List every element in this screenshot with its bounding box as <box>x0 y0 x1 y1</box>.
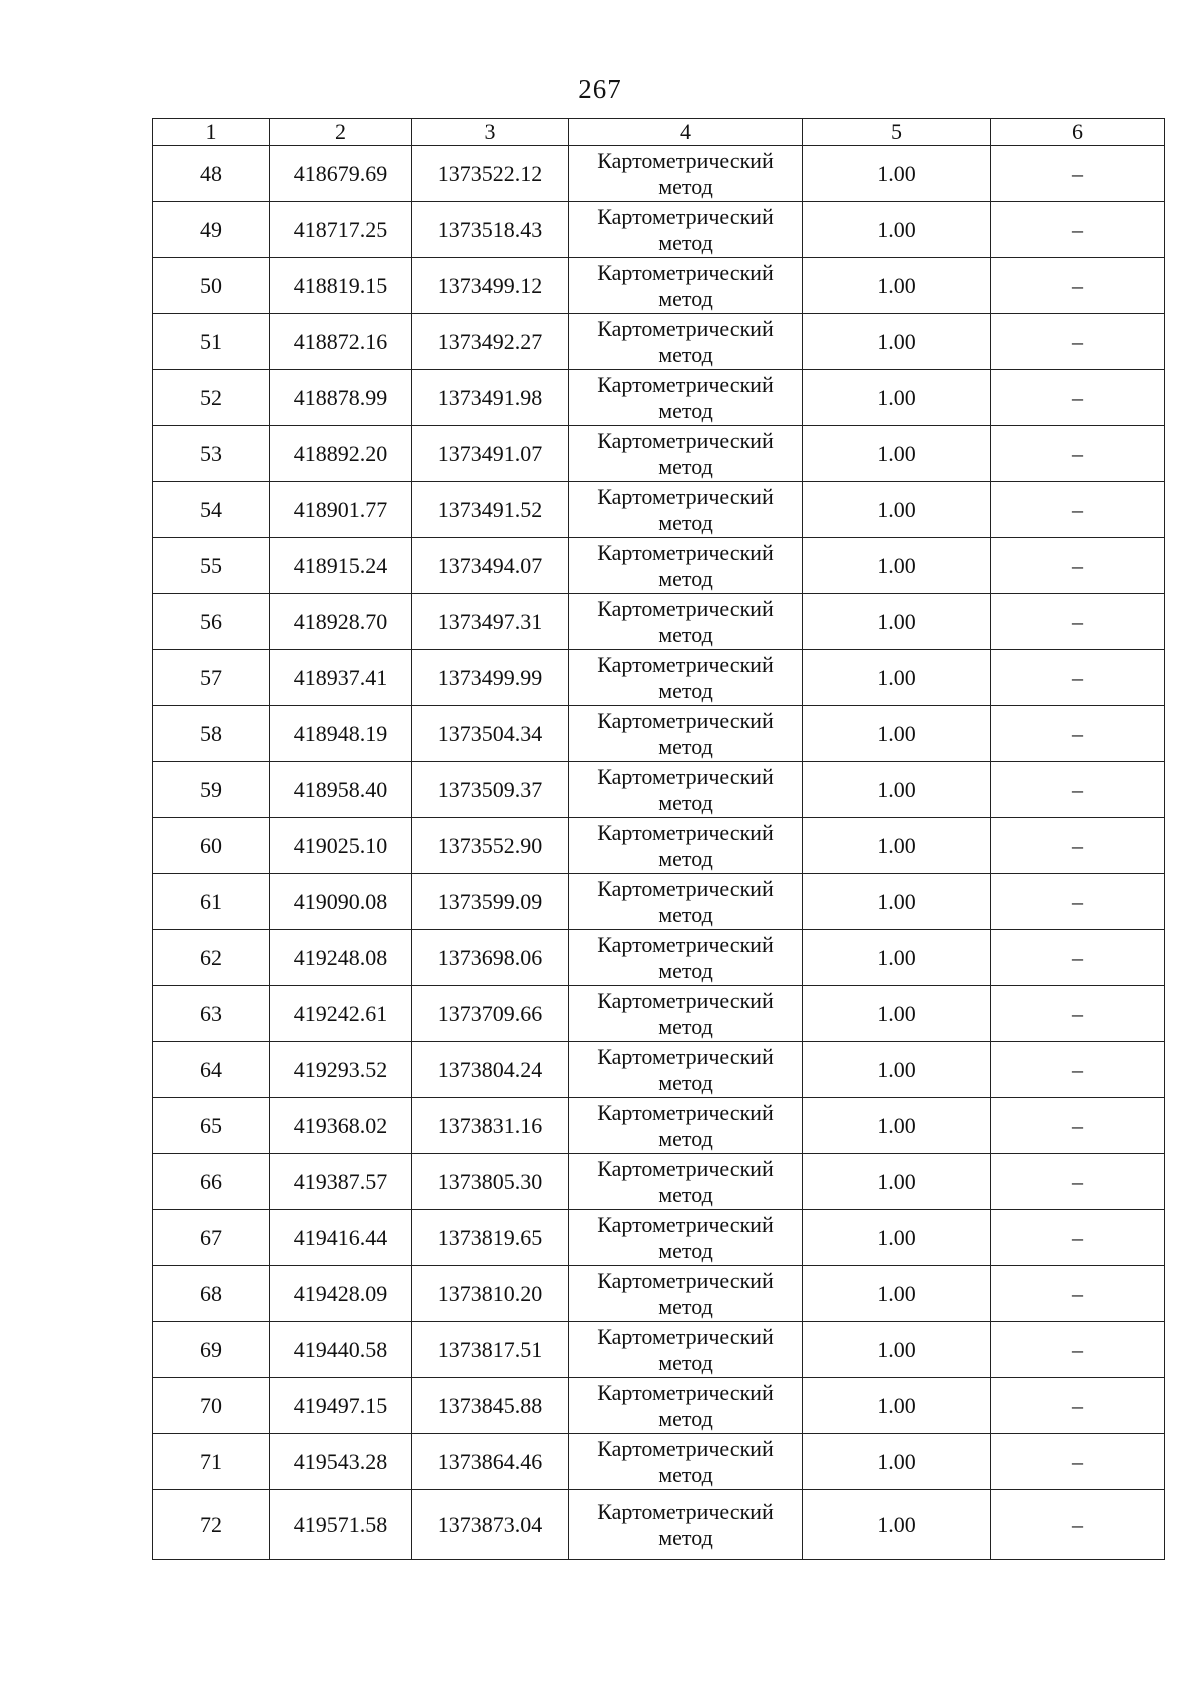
method-text: Картометрический метод <box>597 651 774 703</box>
accuracy-cell: 1.00 <box>803 538 991 594</box>
method-text: Картометрический метод <box>597 763 774 815</box>
x-coordinate-cell: 419571.58 <box>270 1490 412 1560</box>
method-cell <box>569 370 803 426</box>
point-number-cell: 63 <box>153 986 270 1042</box>
y-coordinate-cell: 1373819.65 <box>412 1210 569 1266</box>
table-row <box>153 818 1165 874</box>
x-coordinate-cell: 418928.70 <box>270 594 412 650</box>
x-coordinate-cell: 418915.24 <box>270 538 412 594</box>
method-text: Картометрический метод <box>597 819 774 871</box>
x-coordinate-cell: 418878.99 <box>270 370 412 426</box>
table-row <box>153 370 1165 426</box>
method-cell <box>569 1434 803 1490</box>
note-cell: – <box>991 1378 1165 1434</box>
accuracy-cell: 1.00 <box>803 482 991 538</box>
method-text: Картометрический метод <box>597 147 774 199</box>
column-header-4: 4 <box>569 119 803 146</box>
column-header-2: 2 <box>270 119 412 146</box>
y-coordinate-cell: 1373491.98 <box>412 370 569 426</box>
table-row <box>153 1322 1165 1378</box>
note-cell: – <box>991 1434 1165 1490</box>
method-text: Картометрический метод <box>597 931 774 983</box>
x-coordinate-cell: 419090.08 <box>270 874 412 930</box>
accuracy-cell: 1.00 <box>803 594 991 650</box>
coordinates-table <box>152 118 1165 1560</box>
method-cell <box>569 1210 803 1266</box>
accuracy-cell: 1.00 <box>803 146 991 202</box>
accuracy-cell: 1.00 <box>803 202 991 258</box>
page-number: 267 <box>578 74 622 104</box>
method-text: Картометрический метод <box>597 315 774 367</box>
table-row <box>153 594 1165 650</box>
method-cell <box>569 146 803 202</box>
x-coordinate-cell: 418901.77 <box>270 482 412 538</box>
table-row <box>153 1266 1165 1322</box>
note-cell: – <box>991 1210 1165 1266</box>
method-cell <box>569 930 803 986</box>
point-number-cell: 53 <box>153 426 270 482</box>
point-number-cell: 67 <box>153 1210 270 1266</box>
y-coordinate-cell: 1373804.24 <box>412 1042 569 1098</box>
point-number-cell: 52 <box>153 370 270 426</box>
method-text: Картометрический метод <box>597 1498 774 1550</box>
x-coordinate-cell: 418872.16 <box>270 314 412 370</box>
point-number-cell: 55 <box>153 538 270 594</box>
point-number-cell: 51 <box>153 314 270 370</box>
note-cell: – <box>991 426 1165 482</box>
point-number-cell: 54 <box>153 482 270 538</box>
method-text: Картометрический метод <box>597 1379 774 1431</box>
point-number-cell: 64 <box>153 1042 270 1098</box>
header-row <box>153 119 1165 146</box>
x-coordinate-cell: 418717.25 <box>270 202 412 258</box>
method-cell <box>569 538 803 594</box>
accuracy-cell: 1.00 <box>803 930 991 986</box>
accuracy-cell: 1.00 <box>803 1322 991 1378</box>
point-number-cell: 59 <box>153 762 270 818</box>
method-text: Картометрический метод <box>597 1211 774 1263</box>
accuracy-cell: 1.00 <box>803 874 991 930</box>
table-row <box>153 1490 1165 1560</box>
x-coordinate-cell: 419242.61 <box>270 986 412 1042</box>
point-number-cell: 56 <box>153 594 270 650</box>
x-coordinate-cell: 419293.52 <box>270 1042 412 1098</box>
table-row <box>153 202 1165 258</box>
table-row <box>153 426 1165 482</box>
x-coordinate-cell: 418948.19 <box>270 706 412 762</box>
table-row <box>153 762 1165 818</box>
note-cell: – <box>991 594 1165 650</box>
note-cell: – <box>991 1490 1165 1560</box>
y-coordinate-cell: 1373599.09 <box>412 874 569 930</box>
y-coordinate-cell: 1373491.07 <box>412 426 569 482</box>
method-cell <box>569 874 803 930</box>
table-row <box>153 1210 1165 1266</box>
method-text: Картометрический метод <box>597 1043 774 1095</box>
point-number-cell: 72 <box>153 1490 270 1560</box>
note-cell: – <box>991 370 1165 426</box>
table-row <box>153 538 1165 594</box>
x-coordinate-cell: 419497.15 <box>270 1378 412 1434</box>
x-coordinate-cell: 418892.20 <box>270 426 412 482</box>
accuracy-cell: 1.00 <box>803 1378 991 1434</box>
method-cell <box>569 818 803 874</box>
table-row <box>153 258 1165 314</box>
accuracy-cell: 1.00 <box>803 1434 991 1490</box>
point-number-cell: 57 <box>153 650 270 706</box>
method-cell <box>569 482 803 538</box>
table-row <box>153 1154 1165 1210</box>
y-coordinate-cell: 1373518.43 <box>412 202 569 258</box>
y-coordinate-cell: 1373491.52 <box>412 482 569 538</box>
method-text: Картометрический метод <box>597 987 774 1039</box>
method-cell <box>569 202 803 258</box>
x-coordinate-cell: 419543.28 <box>270 1434 412 1490</box>
method-cell <box>569 314 803 370</box>
method-cell <box>569 1154 803 1210</box>
accuracy-cell: 1.00 <box>803 314 991 370</box>
method-cell <box>569 594 803 650</box>
table-row <box>153 1434 1165 1490</box>
method-cell <box>569 1098 803 1154</box>
point-number-cell: 49 <box>153 202 270 258</box>
method-text: Картометрический метод <box>597 595 774 647</box>
method-text: Картометрический метод <box>597 203 774 255</box>
column-header-6: 6 <box>991 119 1165 146</box>
y-coordinate-cell: 1373805.30 <box>412 1154 569 1210</box>
accuracy-cell: 1.00 <box>803 1210 991 1266</box>
note-cell: – <box>991 314 1165 370</box>
point-number-cell: 66 <box>153 1154 270 1210</box>
method-cell <box>569 1378 803 1434</box>
note-cell: – <box>991 930 1165 986</box>
x-coordinate-cell: 419025.10 <box>270 818 412 874</box>
method-text: Картометрический метод <box>597 427 774 479</box>
method-text: Картометрический метод <box>597 1435 774 1487</box>
x-coordinate-cell: 419440.58 <box>270 1322 412 1378</box>
method-cell <box>569 426 803 482</box>
y-coordinate-cell: 1373504.34 <box>412 706 569 762</box>
method-text: Картометрический метод <box>597 1267 774 1319</box>
point-number-cell: 70 <box>153 1378 270 1434</box>
method-cell <box>569 1266 803 1322</box>
table-row <box>153 706 1165 762</box>
y-coordinate-cell: 1373845.88 <box>412 1378 569 1434</box>
method-text: Картометрический метод <box>597 1323 774 1375</box>
table-row <box>153 1378 1165 1434</box>
y-coordinate-cell: 1373492.27 <box>412 314 569 370</box>
table-row <box>153 650 1165 706</box>
point-number-cell: 60 <box>153 818 270 874</box>
x-coordinate-cell: 419248.08 <box>270 930 412 986</box>
x-coordinate-cell: 418958.40 <box>270 762 412 818</box>
method-text: Картометрический метод <box>597 483 774 535</box>
note-cell: – <box>991 706 1165 762</box>
note-cell: – <box>991 202 1165 258</box>
y-coordinate-cell: 1373810.20 <box>412 1266 569 1322</box>
note-cell: – <box>991 146 1165 202</box>
method-cell <box>569 762 803 818</box>
note-cell: – <box>991 482 1165 538</box>
accuracy-cell: 1.00 <box>803 1490 991 1560</box>
note-cell: – <box>991 874 1165 930</box>
accuracy-cell: 1.00 <box>803 650 991 706</box>
point-number-cell: 62 <box>153 930 270 986</box>
table-row <box>153 1042 1165 1098</box>
accuracy-cell: 1.00 <box>803 818 991 874</box>
method-cell <box>569 706 803 762</box>
accuracy-cell: 1.00 <box>803 986 991 1042</box>
point-number-cell: 58 <box>153 706 270 762</box>
method-cell <box>569 986 803 1042</box>
y-coordinate-cell: 1373873.04 <box>412 1490 569 1560</box>
point-number-cell: 65 <box>153 1098 270 1154</box>
accuracy-cell: 1.00 <box>803 706 991 762</box>
point-number-cell: 50 <box>153 258 270 314</box>
accuracy-cell: 1.00 <box>803 426 991 482</box>
method-cell <box>569 1042 803 1098</box>
method-text: Картометрический метод <box>597 259 774 311</box>
accuracy-cell: 1.00 <box>803 1154 991 1210</box>
table-header <box>153 119 1165 146</box>
method-cell <box>569 258 803 314</box>
x-coordinate-cell: 419368.02 <box>270 1098 412 1154</box>
y-coordinate-cell: 1373499.99 <box>412 650 569 706</box>
note-cell: – <box>991 1098 1165 1154</box>
column-header-1: 1 <box>153 119 270 146</box>
y-coordinate-cell: 1373494.07 <box>412 538 569 594</box>
accuracy-cell: 1.00 <box>803 370 991 426</box>
point-number-cell: 69 <box>153 1322 270 1378</box>
accuracy-cell: 1.00 <box>803 1098 991 1154</box>
table-row <box>153 146 1165 202</box>
accuracy-cell: 1.00 <box>803 258 991 314</box>
table-row <box>153 930 1165 986</box>
y-coordinate-cell: 1373864.46 <box>412 1434 569 1490</box>
y-coordinate-cell: 1373499.12 <box>412 258 569 314</box>
method-text: Картометрический метод <box>597 875 774 927</box>
note-cell: – <box>991 1154 1165 1210</box>
column-header-5: 5 <box>803 119 991 146</box>
table-row <box>153 986 1165 1042</box>
point-number-cell: 71 <box>153 1434 270 1490</box>
y-coordinate-cell: 1373552.90 <box>412 818 569 874</box>
y-coordinate-cell: 1373522.12 <box>412 146 569 202</box>
note-cell: – <box>991 650 1165 706</box>
point-number-cell: 48 <box>153 146 270 202</box>
x-coordinate-cell: 419416.44 <box>270 1210 412 1266</box>
table-row <box>153 314 1165 370</box>
note-cell: – <box>991 818 1165 874</box>
x-coordinate-cell: 419428.09 <box>270 1266 412 1322</box>
accuracy-cell: 1.00 <box>803 1042 991 1098</box>
table-row <box>153 482 1165 538</box>
x-coordinate-cell: 418819.15 <box>270 258 412 314</box>
y-coordinate-cell: 1373709.66 <box>412 986 569 1042</box>
y-coordinate-cell: 1373698.06 <box>412 930 569 986</box>
accuracy-cell: 1.00 <box>803 762 991 818</box>
note-cell: – <box>991 1042 1165 1098</box>
x-coordinate-cell: 419387.57 <box>270 1154 412 1210</box>
y-coordinate-cell: 1373831.16 <box>412 1098 569 1154</box>
note-cell: – <box>991 762 1165 818</box>
note-cell: – <box>991 538 1165 594</box>
note-cell: – <box>991 258 1165 314</box>
method-text: Картометрический метод <box>597 707 774 759</box>
method-cell <box>569 650 803 706</box>
method-text: Картометрический метод <box>597 371 774 423</box>
column-header-3: 3 <box>412 119 569 146</box>
y-coordinate-cell: 1373817.51 <box>412 1322 569 1378</box>
method-text: Картометрический метод <box>597 539 774 591</box>
method-cell <box>569 1322 803 1378</box>
note-cell: – <box>991 1266 1165 1322</box>
table-row <box>153 874 1165 930</box>
table-row <box>153 1098 1165 1154</box>
x-coordinate-cell: 418937.41 <box>270 650 412 706</box>
method-text: Картометрический метод <box>597 1155 774 1207</box>
y-coordinate-cell: 1373497.31 <box>412 594 569 650</box>
note-cell: – <box>991 986 1165 1042</box>
method-text: Картометрический метод <box>597 1099 774 1151</box>
accuracy-cell: 1.00 <box>803 1266 991 1322</box>
x-coordinate-cell: 418679.69 <box>270 146 412 202</box>
y-coordinate-cell: 1373509.37 <box>412 762 569 818</box>
note-cell: – <box>991 1322 1165 1378</box>
point-number-cell: 68 <box>153 1266 270 1322</box>
method-cell <box>569 1490 803 1560</box>
point-number-cell: 61 <box>153 874 270 930</box>
table-body <box>153 146 1165 1560</box>
